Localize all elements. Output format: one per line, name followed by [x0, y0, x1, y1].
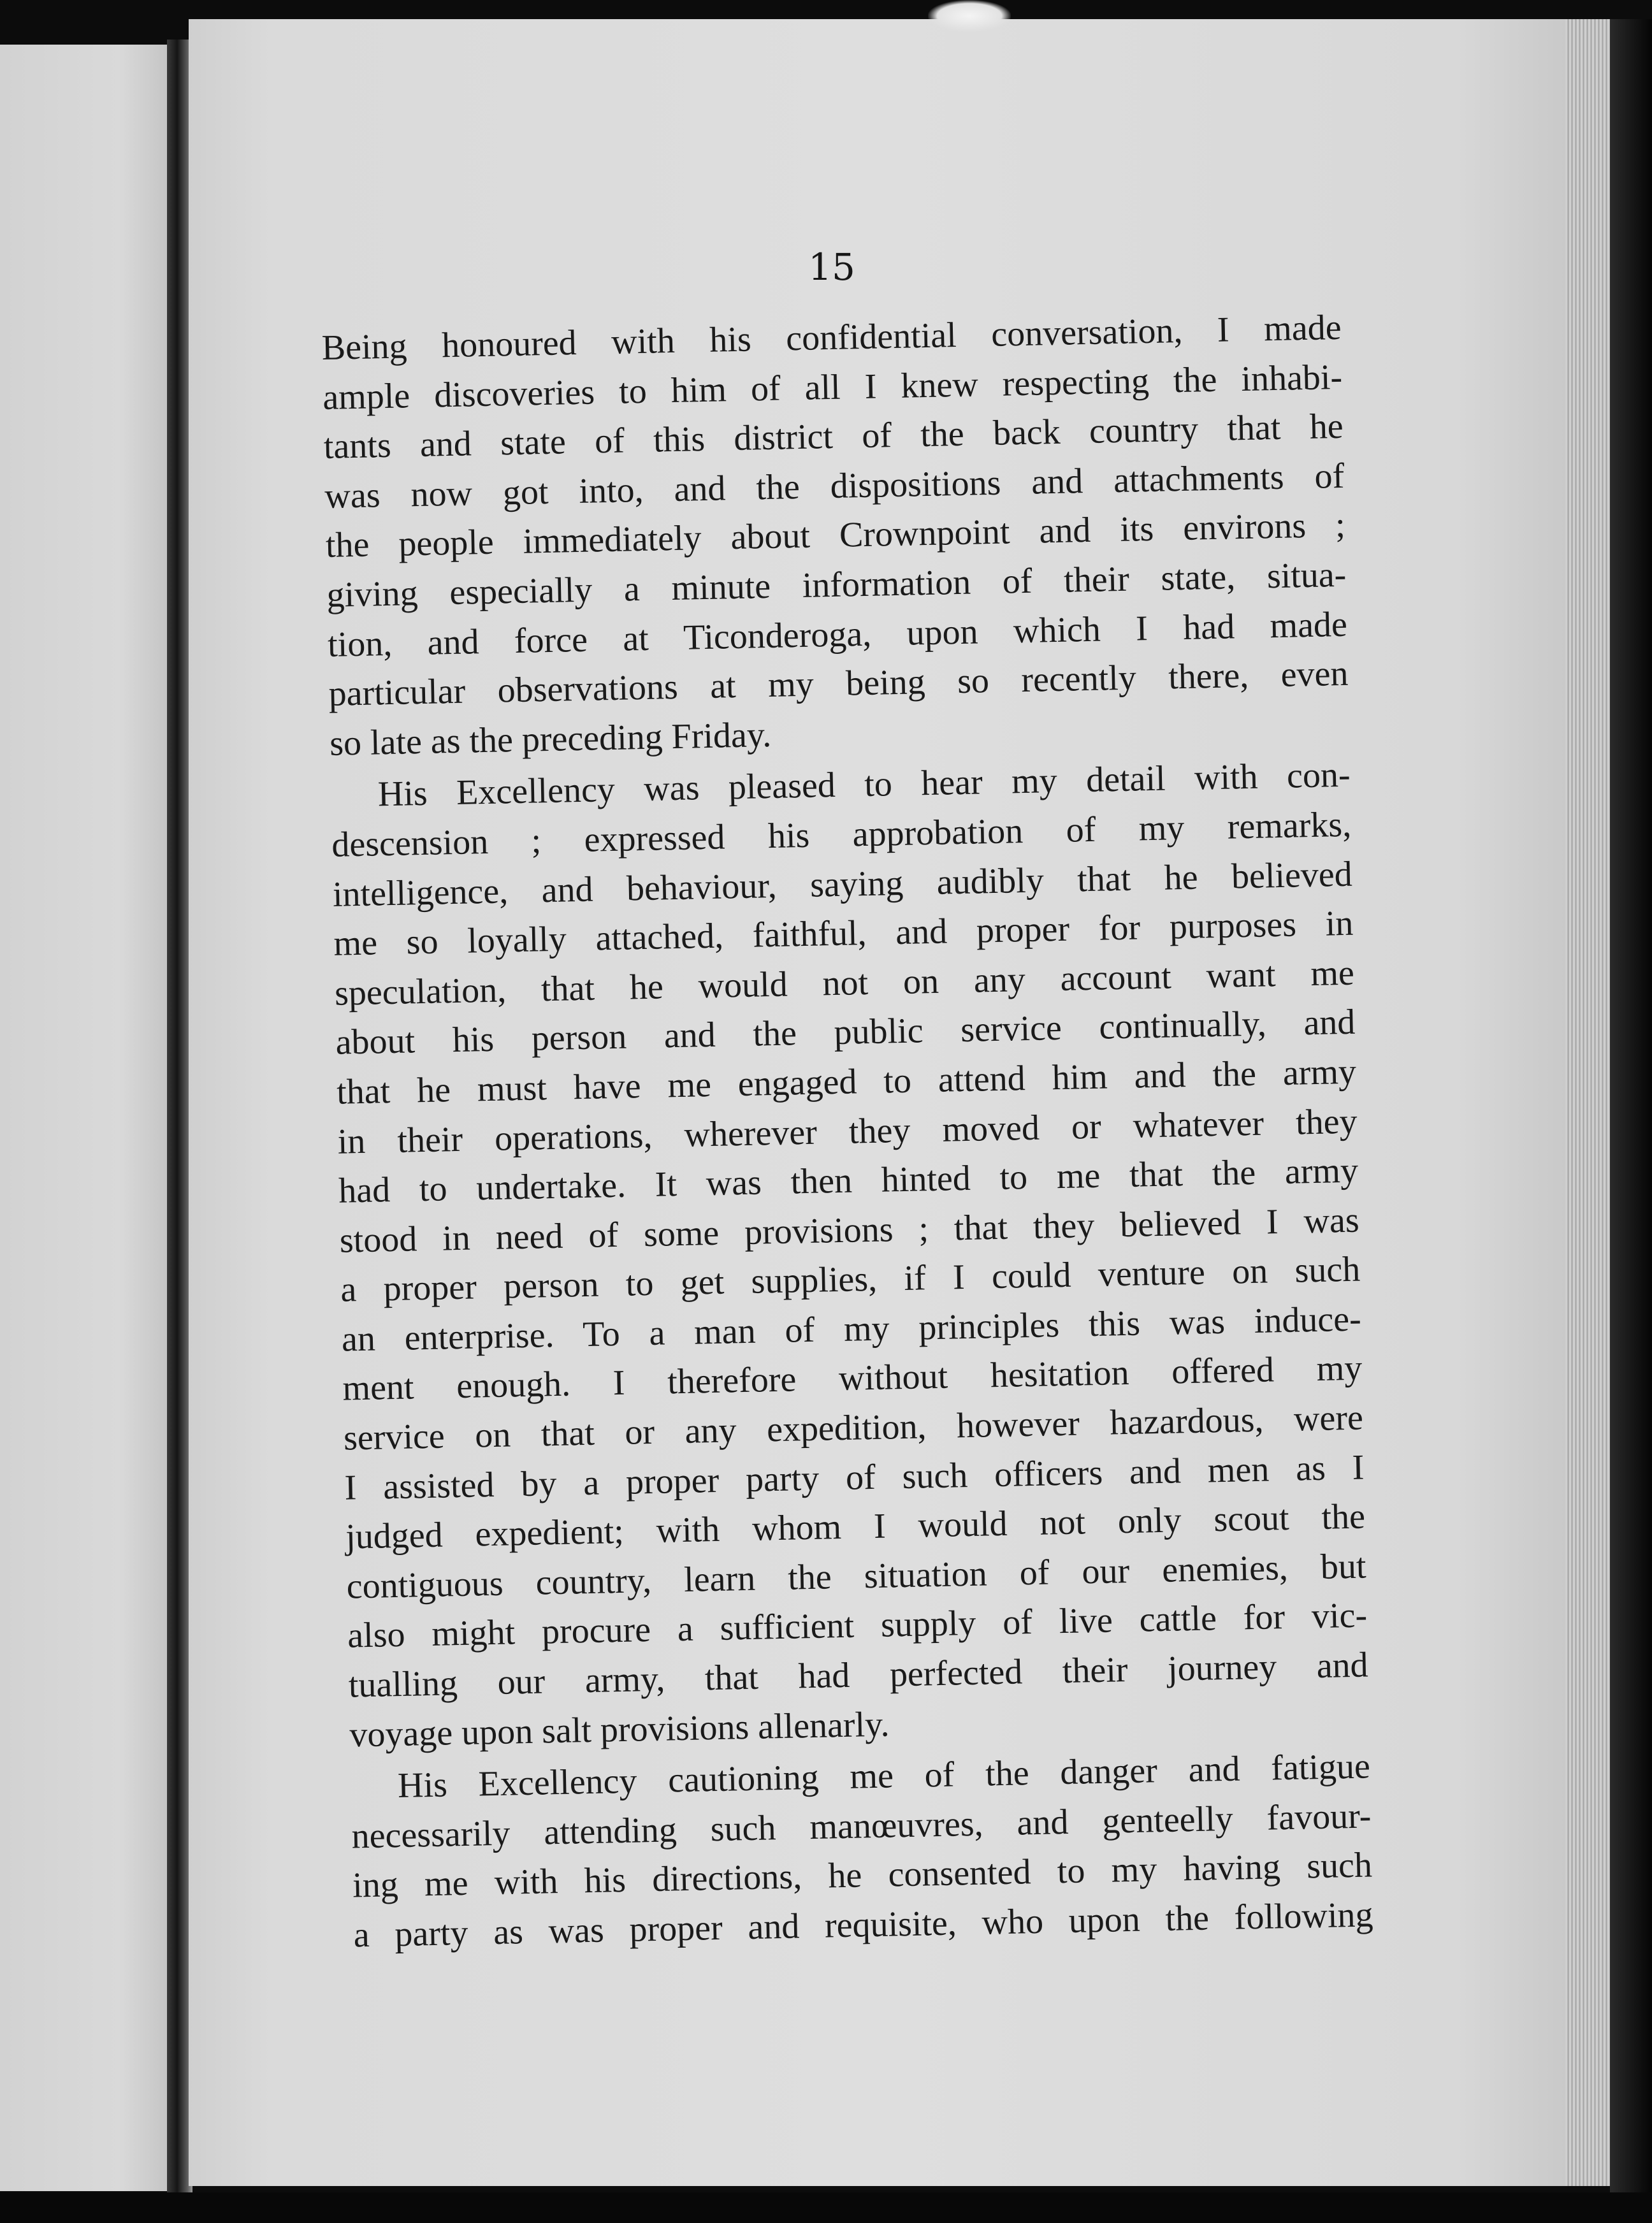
- left-page-edge: [0, 45, 171, 2191]
- page-edges: [1565, 19, 1610, 2186]
- paragraph: [330, 751, 1370, 1760]
- text-line: tion, and force at Ticonderoga, upon which I had made: [327, 604, 1348, 665]
- text-line: stood in need of some provisions ; that they believed I was: [339, 1200, 1360, 1261]
- text-line: also might procure a sufficient supply of live cattle for vic-: [347, 1595, 1368, 1656]
- text-line: about his person and the public service continually, and: [335, 1002, 1356, 1063]
- text-line: ample discoveries to him of all I knew respecting the inhabi-: [322, 357, 1343, 417]
- text-line: particular observations at my being so recently there, even: [328, 653, 1349, 714]
- text-line: so late as the preceding Friday.: [329, 714, 772, 764]
- text-line: a party as was proper and requisite, who upon the following: [353, 1895, 1374, 1955]
- right-edge-shadow: [1610, 19, 1652, 2199]
- text-line: that he must have me engaged to attend him and the army: [336, 1052, 1357, 1112]
- text-line: ing me with his directions, he consented to my having such: [352, 1845, 1373, 1906]
- text-line: a proper person to get supplies, if I could venture on such: [340, 1249, 1361, 1310]
- text-line: service on that or any expedition, however hazardous, were: [343, 1398, 1364, 1458]
- text-line: His Excellency cautioning me of the danger and fatigue: [397, 1746, 1371, 1806]
- text-line: was now got into, and the dispositions and attachments of: [324, 456, 1345, 516]
- text-line: speculation, that he would not on any account want me: [334, 953, 1355, 1013]
- paragraph: [350, 1742, 1373, 1960]
- text-line: judged expedient; with whom I would not only scout the: [345, 1496, 1366, 1557]
- text-line: His Excellency was pleased to hear my detail with con-: [377, 755, 1351, 815]
- bottom-shadow: [0, 2192, 1652, 2223]
- text-line: descension ; expressed his approbation of my remarks,: [331, 804, 1352, 865]
- text-line: the people immediately about Crownpoint and its environs ;: [325, 505, 1346, 566]
- text-line: tualling our army, that had perfected their journey and: [348, 1645, 1369, 1705]
- page-number: 15: [808, 245, 855, 289]
- text-line: voyage upon salt provisions allenarly.: [349, 1704, 890, 1755]
- text-line: Being honoured with his confidential conversation, I made: [321, 307, 1342, 368]
- text-line: in their operations, wherever they moved or whatever they: [337, 1101, 1358, 1162]
- text-line: me so loyally attached, faithful, and proper for purposes in: [333, 903, 1354, 964]
- text-line: necessarily attending such manœuvres, and genteelly favour-: [351, 1796, 1372, 1857]
- text-line: had to undertake. It was then hinted to me that the army: [338, 1150, 1359, 1211]
- text-line: tants and state of this district of the back country that he: [323, 407, 1344, 467]
- library-stamp-mark: [928, 0, 1011, 32]
- text-line: I assisted by a proper party of such officers and men as I: [344, 1447, 1365, 1508]
- page-body-text: [321, 303, 1373, 1960]
- text-line: intelligence, and behaviour, saying audibly that he believed: [332, 854, 1353, 915]
- text-line: giving especially a minute information of their state, situa-: [326, 554, 1347, 615]
- paragraph: [321, 303, 1350, 769]
- text-line: an enterprise. To a man of my principles this was induce-: [341, 1299, 1362, 1359]
- text-line: contiguous country, learn the situation of our enemies, but: [346, 1546, 1367, 1607]
- text-line: ment enough. I therefore without hesitation offered my: [342, 1349, 1363, 1409]
